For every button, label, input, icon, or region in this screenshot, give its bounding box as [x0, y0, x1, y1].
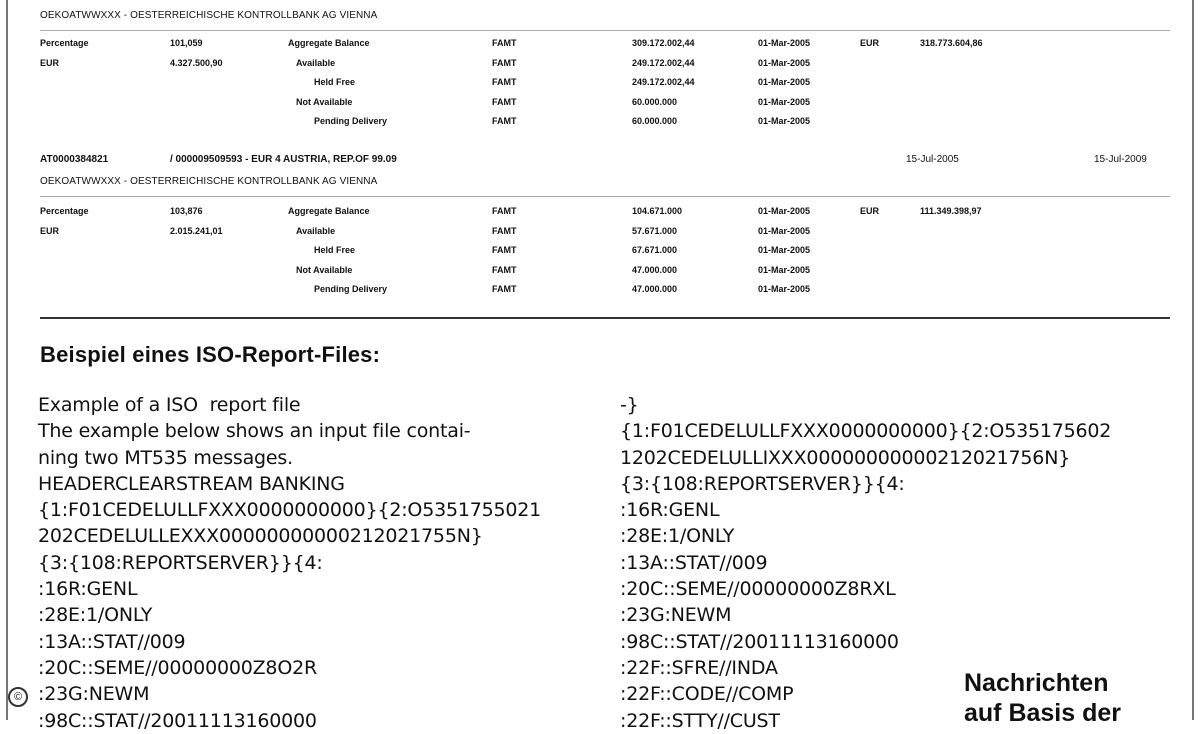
report-cell-f: 57.671.000: [632, 225, 678, 236]
report-row: [40, 77, 1170, 91]
report-row: [40, 58, 1170, 72]
report-cell-e: FAMT: [492, 96, 517, 107]
code-line: :22F::CODE//COMP: [620, 683, 794, 706]
security-title: / 000009509593 - EUR 4 AUSTRIA, REP.OF 99.09: [170, 154, 397, 165]
report-cell-b: 4.327.500,90: [170, 57, 223, 68]
report-cell-f: 309.172.002,44: [632, 38, 695, 48]
report-cell-g: 01-Mar-2005: [758, 264, 811, 275]
end-date: 15-Jul-2009: [1094, 154, 1147, 165]
report-cell-h: EUR: [860, 206, 880, 216]
report-cell-d: Held Free: [314, 77, 356, 87]
code-line: :98C::STAT//20011113160000: [620, 630, 899, 653]
code-line: {1:F01CEDELULLFXXX0000000000}{2:O535175602: [620, 420, 1112, 443]
code-line: {3:{108:REPORTSERVER}}{4:: [620, 472, 905, 495]
code-line: :16R:GENL: [620, 499, 720, 522]
page-border-left: [6, 0, 8, 720]
report-cell-d: Not Available: [296, 96, 353, 107]
report-cell-f: 60.000.000: [632, 96, 678, 107]
report-row: [40, 97, 1170, 111]
report-cell-d: Aggregate Balance: [288, 38, 370, 48]
code-line: Example of a ISO report file: [38, 394, 301, 416]
report-cell-e: FAMT: [492, 206, 517, 216]
code-line: -}: [620, 394, 639, 416]
report-row: [40, 38, 1170, 52]
report-row: [40, 245, 1170, 259]
code-line: :28E:1/ONLY: [38, 604, 153, 627]
code-line: {1:F01CEDELULLFXXX0000000000}{2:O5351755021: [38, 499, 542, 522]
report-cell-e: FAMT: [492, 77, 517, 87]
report-cell-e: FAMT: [492, 264, 517, 275]
report-cell-a: EUR: [40, 57, 60, 68]
report-cell-b: 103,876: [170, 206, 203, 216]
report-cell-e: FAMT: [492, 225, 517, 236]
code-line: :22F::STTY//CUST: [620, 709, 780, 732]
code-line: :13A::STAT//009: [620, 551, 768, 574]
code-line: :98C::STAT//20011113160000: [38, 709, 317, 732]
code-line: :20C::SEME//00000000Z8O2R: [38, 656, 317, 679]
report-cell-d: Available: [296, 225, 336, 236]
horizontal-rule: [40, 317, 1170, 319]
report-cell-g: 01-Mar-2005: [758, 284, 811, 294]
isin-code: AT0000384821: [40, 154, 109, 165]
report-row: [40, 226, 1170, 240]
issuer-line: OEKOATWWXXX - OESTERREICHISCHE KONTROLLBANK AG VIENNA: [40, 176, 378, 187]
report-cell-a: Percentage: [40, 206, 89, 216]
report-cell-b: 2.015.241,01: [170, 225, 223, 236]
report-cell-d: Pending Delivery: [314, 116, 388, 126]
code-line: :22F::SFRE//INDA: [620, 656, 778, 679]
report-cell-f: 47.000.000: [632, 284, 678, 294]
report-cell-d: Pending Delivery: [314, 284, 388, 294]
report-cell-i: 318.773.604,86: [920, 38, 983, 48]
code-line: :28E:1/ONLY: [620, 525, 735, 548]
report-cell-e: FAMT: [492, 284, 517, 294]
report-cell-g: 01-Mar-2005: [758, 96, 811, 107]
report-cell-h: EUR: [860, 38, 880, 48]
code-line: :20C::SEME//00000000Z8RXL: [620, 578, 896, 601]
side-heading-line1: Nachrichten: [964, 669, 1109, 697]
report-cell-i: 111.349.398,97: [920, 206, 982, 216]
code-line: :23G:NEWM: [620, 604, 732, 627]
report-cell-f: 47.000.000: [632, 264, 678, 275]
report-row: [40, 284, 1170, 298]
code-line: 202CEDELULLEXXX00000000000212021755N}: [38, 525, 483, 548]
report-cell-g: 01-Mar-2005: [758, 206, 811, 216]
report-cell-g: 01-Mar-2005: [758, 38, 811, 48]
report-cell-e: FAMT: [492, 38, 517, 48]
copyright-icon: ©: [8, 687, 28, 707]
start-date: 15-Jul-2005: [906, 154, 959, 165]
section-divider: [40, 30, 1170, 31]
report-cell-f: 104.671.000: [632, 206, 683, 216]
report-cell-b: 101,059: [170, 38, 203, 48]
report-cell-f: 249.172.002,44: [632, 57, 695, 68]
report-cell-d: Available: [296, 57, 336, 68]
report-row: [40, 116, 1170, 130]
report-cell-f: 249.172.002,44: [632, 77, 695, 87]
report-row: [40, 206, 1170, 220]
issuer-line: OEKOATWWXXX - OESTERREICHISCHE KONTROLLBANK AG VIENNA: [40, 10, 378, 21]
report-cell-f: 67.671.000: [632, 245, 678, 255]
report-cell-e: FAMT: [492, 116, 517, 126]
report-cell-d: Not Available: [296, 264, 353, 275]
code-line: :16R:GENL: [38, 578, 138, 601]
report-cell-a: EUR: [40, 225, 60, 236]
report-cell-e: FAMT: [492, 57, 517, 68]
section-divider: [40, 196, 1170, 197]
report-cell-g: 01-Mar-2005: [758, 116, 811, 126]
code-line: :13A::STAT//009: [38, 630, 186, 653]
side-heading: [964, 668, 1121, 728]
report-cell-d: Held Free: [314, 245, 356, 255]
code-line: 1202CEDELULLIXXX00000000000212021756N}: [620, 446, 1071, 469]
code-line: HEADERCLEARSTREAM BANKING: [38, 472, 345, 495]
report-row: [40, 265, 1170, 279]
code-line: The example below shows an input file contai-: [38, 420, 471, 443]
iso-example-left-column: [38, 392, 541, 734]
code-line: :23G:NEWM: [38, 683, 150, 706]
report-cell-f: 60.000.000: [632, 116, 678, 126]
report-cell-g: 01-Mar-2005: [758, 245, 811, 255]
page-border-right: [1192, 0, 1194, 720]
code-line: {3:{108:REPORTSERVER}}{4:: [38, 551, 323, 574]
side-heading-line2: auf Basis der: [964, 699, 1122, 727]
report-cell-d: Aggregate Balance: [288, 206, 370, 216]
report-cell-g: 01-Mar-2005: [758, 57, 811, 68]
report-cell-e: FAMT: [492, 245, 517, 255]
code-line: ning two MT535 messages.: [38, 446, 293, 469]
report-cell-g: 01-Mar-2005: [758, 77, 811, 87]
report-cell-g: 01-Mar-2005: [758, 225, 811, 236]
section-heading: Beispiel eines ISO-Report-Files:: [40, 342, 381, 367]
report-cell-a: Percentage: [40, 38, 89, 48]
